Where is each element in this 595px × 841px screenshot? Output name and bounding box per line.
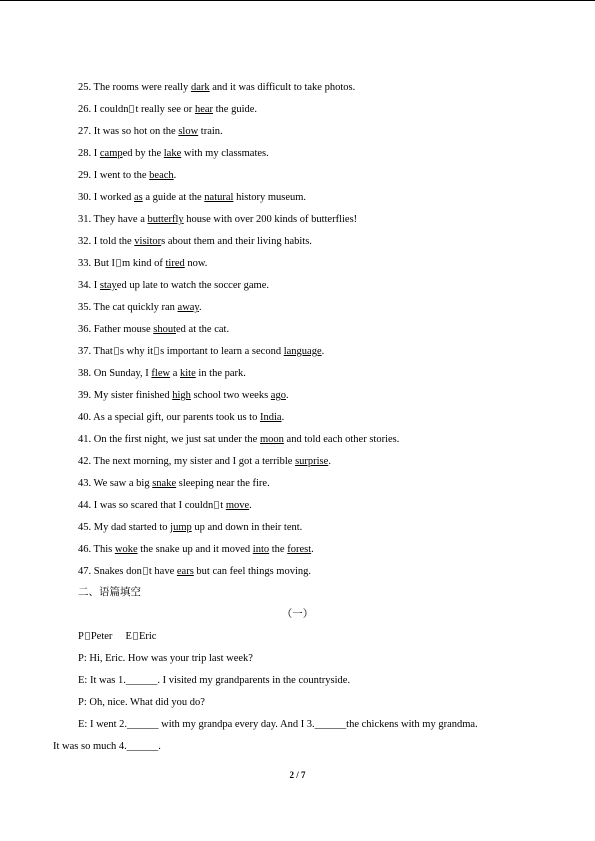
sentence-line: [78, 323, 229, 337]
top-border: [0, 0, 595, 1]
underlined-word: surprise: [295, 456, 329, 467]
sentence-text: school two weeks: [190, 390, 271, 401]
underlined-word: ears: [176, 566, 194, 577]
dialogue-line-4: E: I went 2.______ with my grandpa every day. And I 3.______the chickens with my grandma.: [78, 719, 478, 730]
underlined-word: kite: [180, 368, 196, 379]
underlined-word: away: [177, 302, 200, 313]
placeholder-box-icon: [133, 632, 138, 640]
sentence-number: 33.: [78, 258, 92, 269]
sentence-text: t have: [148, 566, 177, 577]
sentence-text: now.: [184, 258, 208, 269]
sentence-number: 45.: [78, 522, 92, 533]
underlined-word: move: [225, 500, 250, 511]
sentence-number: 42.: [78, 456, 92, 467]
sentence-number: 46.: [78, 544, 92, 555]
sentence-text: The next morning, my sister and I got a terrible: [91, 456, 296, 467]
sentence-number: 39.: [78, 390, 92, 401]
sentence-text: train.: [198, 126, 223, 137]
sentence-line: [78, 235, 312, 249]
sentence-text: My sister finished: [91, 390, 173, 401]
speaker-p-key: P: [78, 631, 84, 642]
sentence-line: [78, 125, 223, 139]
speaker-e-key: E: [125, 631, 132, 642]
sentence-text: ed up late to watch the soccer game.: [116, 280, 269, 291]
sentence-line: [78, 279, 269, 293]
sentence-line: [78, 543, 314, 557]
sentence-line: [78, 81, 355, 95]
sentence-line: [78, 301, 202, 315]
sentence-text: .: [311, 544, 314, 555]
sentence-number: 26.: [78, 104, 92, 115]
underlined-word: dark: [190, 82, 210, 93]
dialogue-line-1: P: Hi, Eric. How was your trip last week?: [78, 653, 253, 664]
underlined-word: slow: [178, 126, 199, 137]
dialogue-line-2: E: It was 1.______. I visited my grandparents in the countryside.: [78, 675, 351, 686]
sentence-line: [78, 169, 176, 183]
sentence-line: [78, 521, 302, 535]
sentence-number: 30.: [78, 192, 92, 203]
sentence-text: .: [199, 302, 202, 313]
sentence-text: t: [220, 500, 226, 511]
sentence-number: 41.: [78, 434, 92, 445]
underlined-word: butterfly: [147, 214, 184, 225]
sentence-text: We saw a big: [91, 478, 153, 489]
sentence-text: The rooms were really: [91, 82, 191, 93]
underlined-word: visitor: [134, 236, 162, 247]
sentence-text: I couldn: [91, 104, 129, 115]
sentence-line: [78, 103, 257, 117]
underlined-word: snake: [152, 478, 177, 489]
underlined-word: forest: [287, 544, 312, 555]
sentence-line: [78, 499, 252, 513]
underlined-word: moon: [259, 434, 284, 445]
sentence-text: .: [321, 346, 325, 357]
underlined-word: as: [134, 192, 143, 203]
sentence-number: 36.: [78, 324, 92, 335]
sentence-text: I: [91, 280, 100, 291]
underlined-word: ago: [270, 390, 286, 401]
underlined-word: language: [283, 346, 322, 357]
sentence-text: but can feel things moving.: [193, 566, 312, 577]
sentence-line: [78, 191, 306, 205]
sentence-line: [78, 565, 311, 579]
sentence-line: [78, 433, 399, 447]
underlined-word: shout: [153, 324, 177, 335]
sentence-line: [78, 367, 246, 381]
sentence-text: up and down in their tent.: [191, 522, 303, 533]
sentence-line: [78, 213, 357, 227]
placeholder-box-icon: [154, 347, 159, 355]
sentence-line: [78, 455, 331, 469]
sentence-text: The cat quickly ran: [91, 302, 178, 313]
placeholder-box-icon: [214, 501, 219, 509]
sentence-number: 34.: [78, 280, 92, 291]
sentence-text: ed at the cat.: [176, 324, 230, 335]
sentence-number: 27.: [78, 126, 92, 137]
placeholder-box-icon: [129, 105, 134, 113]
underlined-word: hear: [194, 104, 214, 115]
underlined-word: jump: [170, 522, 192, 533]
sentence-number: 32.: [78, 236, 92, 247]
speaker-e-name: Eric: [138, 631, 157, 642]
sentence-text: and told each other stories.: [283, 434, 400, 445]
sentence-text: the snake up and it moved: [137, 544, 253, 555]
sentence-line: [78, 345, 324, 359]
sentence-text: I was so scared that I couldn: [91, 500, 214, 511]
sentence-number: 29.: [78, 170, 92, 181]
sentence-text: s important to learn a second: [160, 346, 284, 357]
sentence-text: t really see or: [135, 104, 195, 115]
sentence-text: .: [328, 456, 331, 467]
sentence-text: .: [285, 390, 289, 401]
underlined-word: beach: [149, 170, 174, 181]
placeholder-box-icon: [114, 347, 119, 355]
sentence-text: ed by the: [122, 148, 164, 159]
speaker-p-name: Peter: [90, 631, 113, 642]
sentence-number: 40.: [78, 412, 92, 423]
sentence-text: I told the: [91, 236, 135, 247]
sentence-line: [78, 257, 207, 271]
section-heading: 二、语篇填空: [78, 586, 141, 598]
sentence-text: On Sunday, I: [91, 368, 152, 379]
dialogue-line-5: It was so much 4.______.: [53, 741, 161, 752]
sentence-number: 25.: [78, 82, 92, 93]
sentence-text: s why it: [119, 346, 154, 357]
sentence-text: As a special gift, our parents took us to: [91, 412, 260, 423]
sentence-text: s about them and their living habits.: [161, 236, 312, 247]
sentence-number: 38.: [78, 368, 92, 379]
sentence-number: 37.: [78, 346, 92, 357]
sentence-line: [78, 477, 270, 491]
sentence-number: 44.: [78, 500, 92, 511]
sentence-text: Snakes don: [91, 566, 142, 577]
sentence-text: .: [173, 170, 177, 181]
sentence-text: a: [170, 368, 180, 379]
sentence-text: Father mouse: [91, 324, 154, 335]
sentence-line: [78, 389, 289, 403]
sentence-line: [78, 147, 269, 161]
sentence-number: 35.: [78, 302, 92, 313]
page-number: 2 / 7: [289, 770, 306, 780]
sentence-text: .: [281, 412, 285, 423]
sentence-text: a guide at the: [142, 192, 205, 203]
dialogue-line-3: P: Oh, nice. What did you do?: [78, 697, 205, 708]
sentence-text: On the first night, we just sat under the: [91, 434, 260, 445]
speaker-legend: [78, 630, 156, 644]
sentence-text: They have a: [91, 214, 148, 225]
sentence-number: 28.: [78, 148, 92, 159]
placeholder-box-icon: [143, 567, 148, 575]
sentence-text: in the park.: [195, 368, 246, 379]
sentence-text: My dad started to: [91, 522, 171, 533]
underlined-word: high: [172, 390, 191, 401]
underlined-word: into: [252, 544, 270, 555]
sentence-text: I: [91, 148, 100, 159]
sentence-text: This: [91, 544, 115, 555]
sentence-text: .: [249, 500, 252, 511]
sentence-text: the: [269, 544, 288, 555]
sentence-text: with my classmates.: [181, 148, 269, 159]
underlined-word: woke: [114, 544, 138, 555]
underlined-word: camp: [99, 148, 123, 159]
placeholder-box-icon: [116, 259, 121, 267]
underlined-word: India: [259, 412, 282, 423]
sentence-number: 47.: [78, 566, 92, 577]
sentence-line: [78, 411, 284, 425]
underlined-word: tired: [165, 258, 185, 269]
sentence-text: sleeping near the fire.: [176, 478, 270, 489]
sentence-text: I went to the: [91, 170, 150, 181]
sentence-number: 43.: [78, 478, 92, 489]
placeholder-box-icon: [85, 632, 90, 640]
underlined-word: lake: [163, 148, 182, 159]
passage-number: （一）: [281, 608, 314, 620]
sentence-text: the guide.: [213, 104, 258, 115]
sentence-text: That: [91, 346, 113, 357]
sentence-text: It was so hot on the: [91, 126, 179, 137]
underlined-word: stay: [99, 280, 117, 291]
sentence-text: and it was difficult to take photos.: [209, 82, 356, 93]
sentence-text: history museum.: [233, 192, 307, 203]
sentence-number: 31.: [78, 214, 92, 225]
sentence-text: m kind of: [122, 258, 166, 269]
sentence-text: But I: [91, 258, 116, 269]
underlined-word: flew: [151, 368, 171, 379]
sentence-text: house with over 200 kinds of butterflies!: [183, 214, 358, 225]
sentence-text: I worked: [91, 192, 134, 203]
underlined-word: natural: [204, 192, 234, 203]
